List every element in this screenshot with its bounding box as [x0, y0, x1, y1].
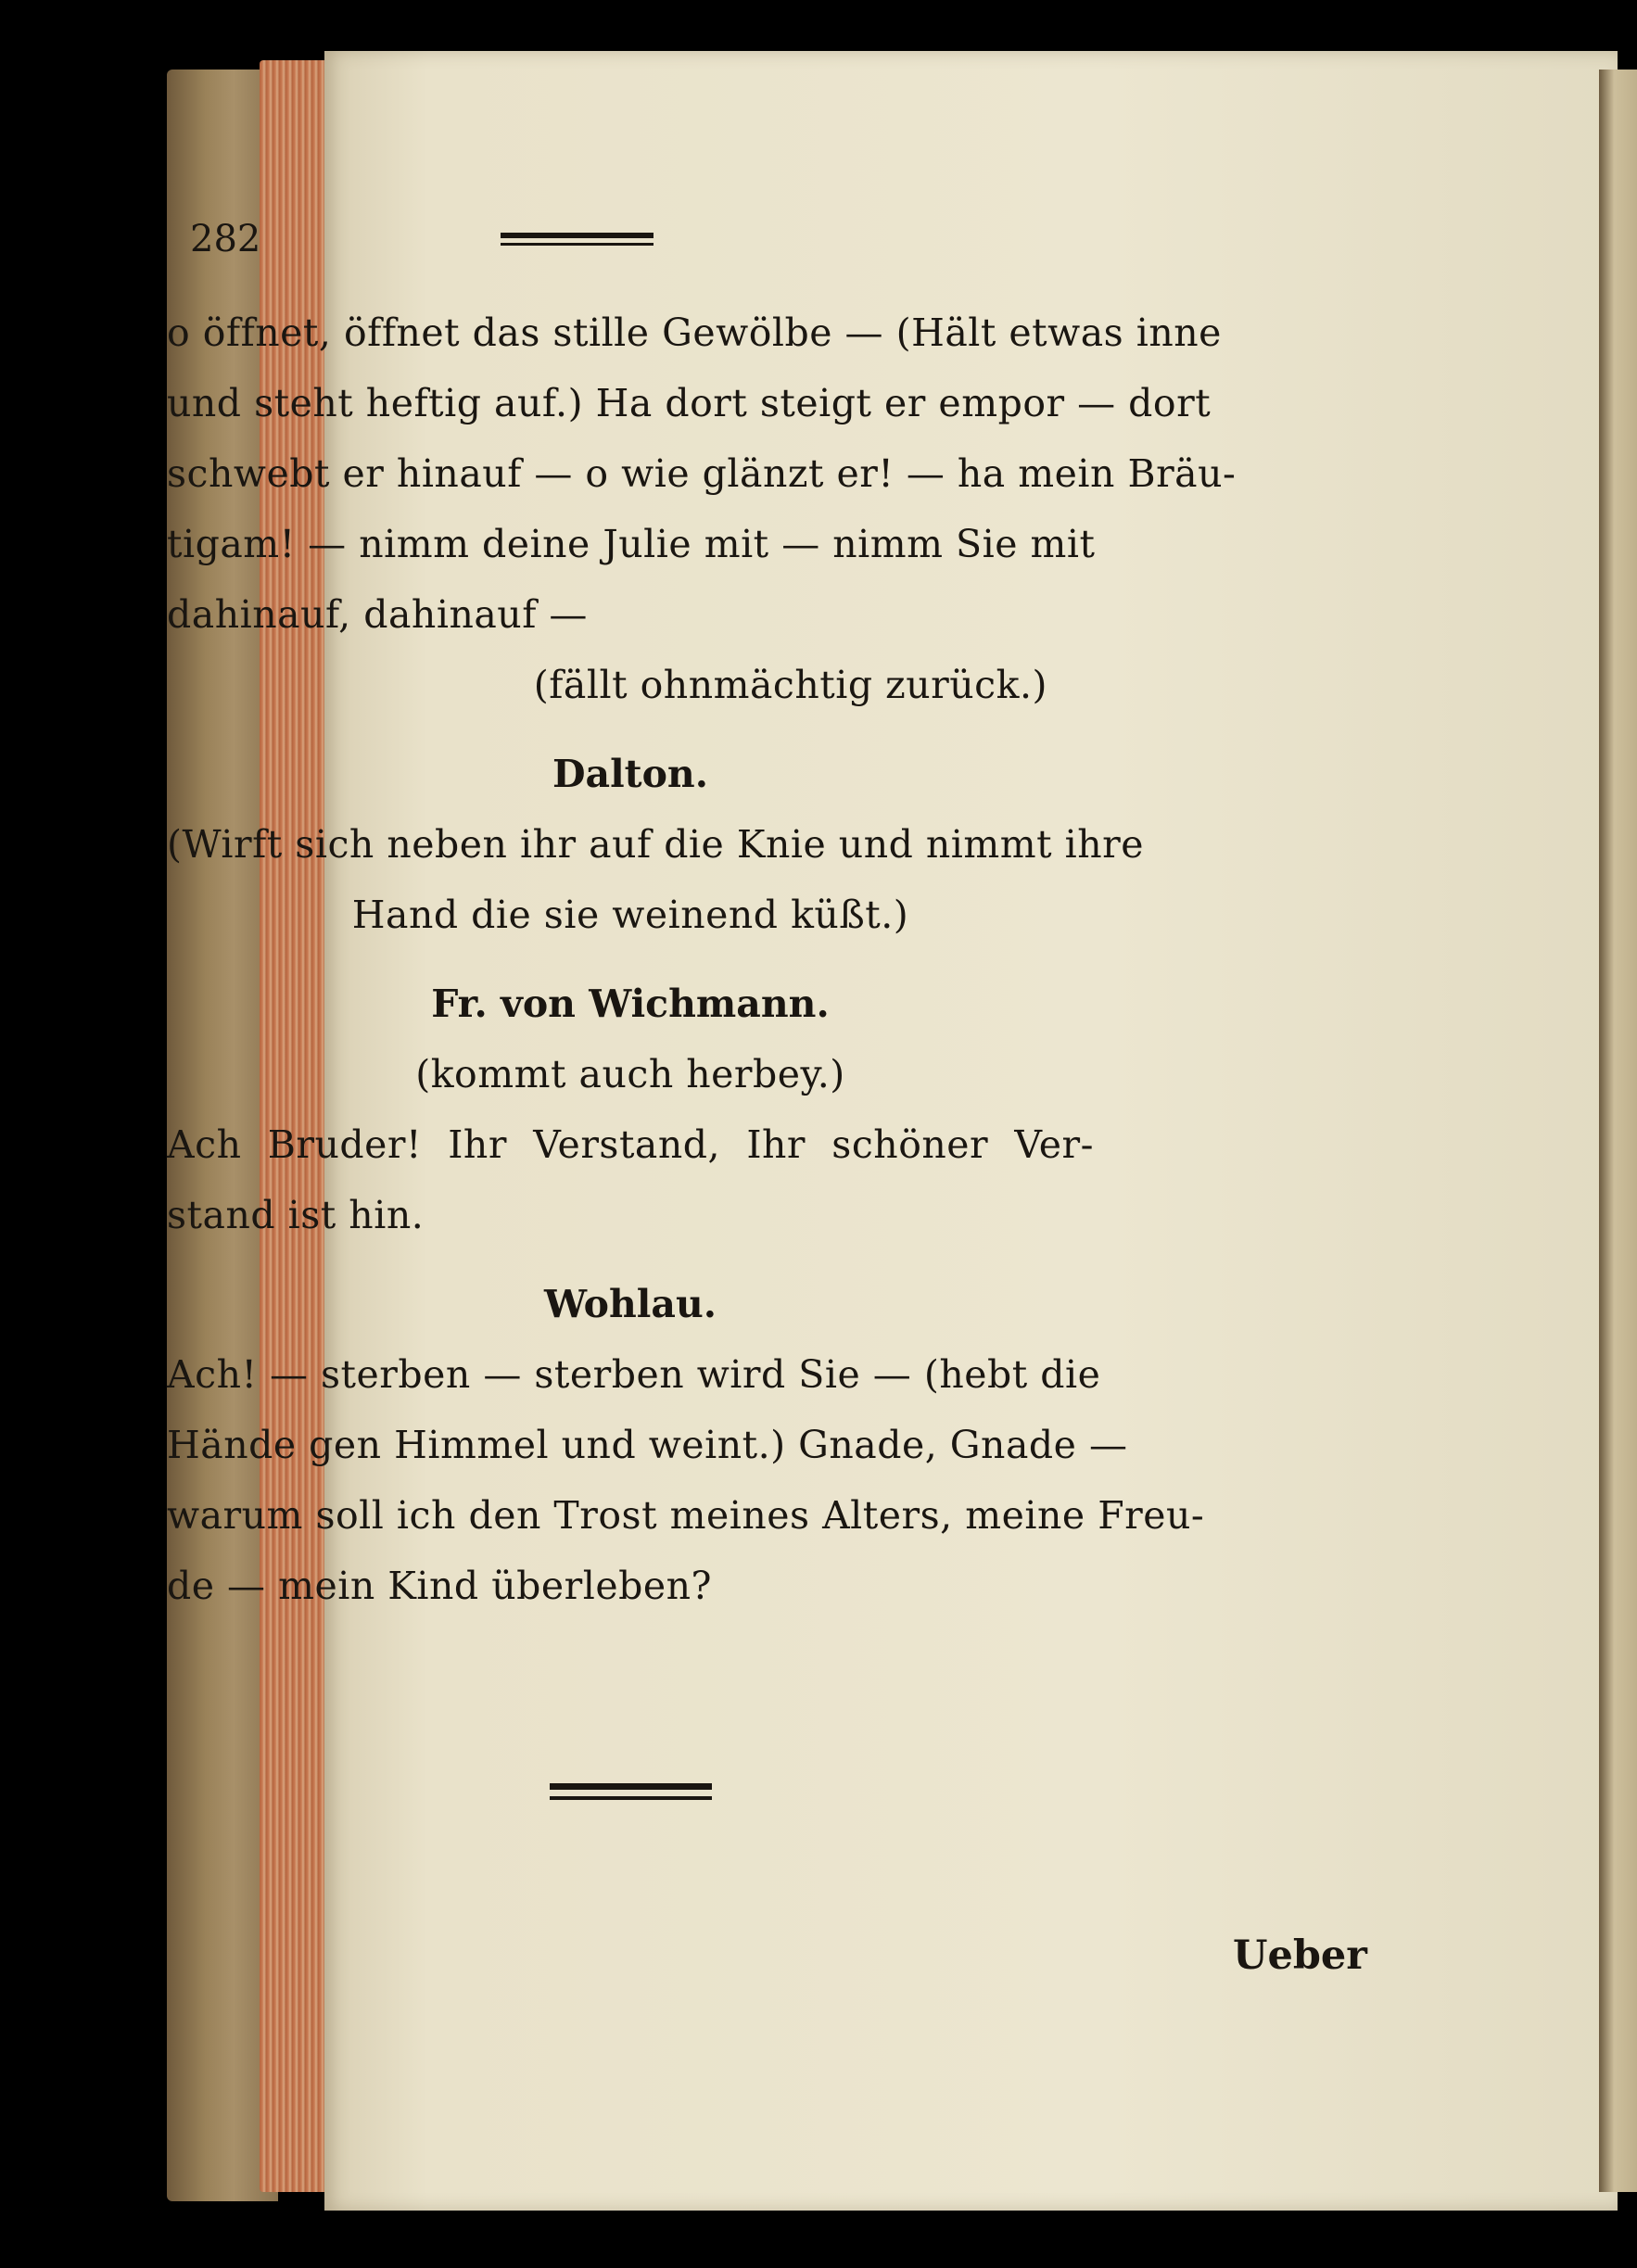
text-line: tigam! — nimm deine Julie mit — nimm Sie mit: [167, 522, 1096, 566]
page-number: 282: [190, 218, 261, 260]
catchword: Ueber: [1233, 1932, 1367, 1979]
stage-direction: (fällt ohnmächtig zurück.): [533, 663, 1047, 707]
text-line: Ach Bruder! Ihr Verstand, Ihr schöner Ver-: [167, 1122, 1094, 1167]
header-rule: [501, 233, 654, 246]
facing-page-edge: [1599, 70, 1637, 2192]
page-text: [167, 218, 1237, 1800]
stage-direction: (kommt auch herbey.): [415, 1052, 845, 1096]
end-rule: [550, 1783, 712, 1800]
stage-direction: (Wirft sich neben ihr auf die Knie und nimmt ihre: [167, 822, 1145, 867]
text-line: Ach! — sterben — sterben wird Sie — (hebt die: [167, 1352, 1101, 1397]
text-line: o öffnet, öffnet das stille Gewölbe — (Hält etwas inne: [167, 310, 1222, 355]
text-line: warum soll ich den Trost meines Alters, meine Freu-: [167, 1493, 1205, 1538]
speaker-name: Dalton.: [552, 752, 709, 796]
speaker-name: Wohlau.: [543, 1282, 717, 1326]
speaker-name: Fr. von Wichmann.: [431, 982, 830, 1026]
text-line: de — mein Kind überleben?: [167, 1564, 712, 1608]
text-line: stand ist hin.: [167, 1193, 425, 1237]
text-line: dahinauf, dahinauf —: [167, 592, 588, 637]
text-line: Hände gen Himmel und weint.) Gnade, Gnade —: [167, 1423, 1128, 1467]
page-header: [190, 218, 635, 260]
text-line: schwebt er hinauf — o wie glänzt er! — ha mein Bräu-: [167, 451, 1237, 496]
text-line: und steht heftig auf.) Ha dort steigt er empor — dort: [167, 381, 1212, 425]
stage-direction: Hand die sie weinend küßt.): [351, 893, 909, 937]
